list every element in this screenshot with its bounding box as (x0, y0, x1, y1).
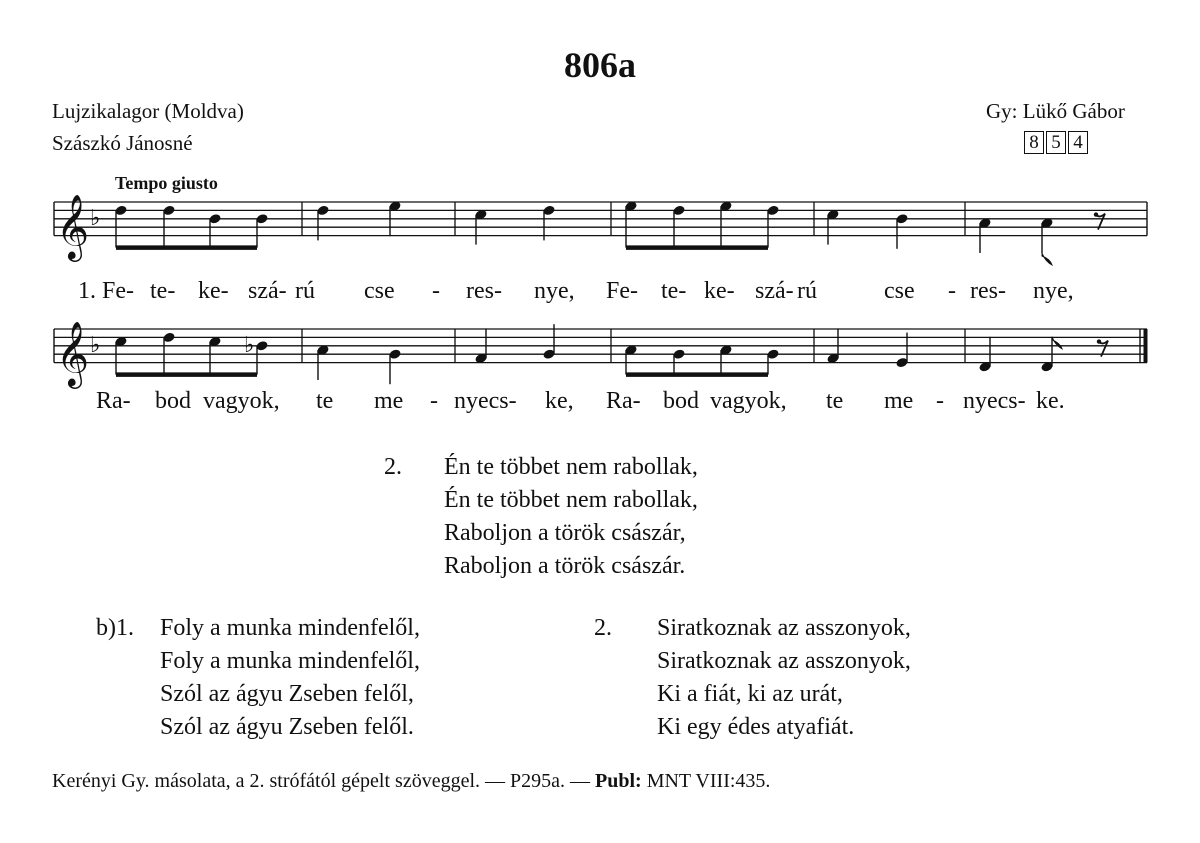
verse-2-text (444, 451, 698, 583)
lyric-syllable: bod (663, 388, 699, 414)
category-box: 8 (1024, 131, 1044, 154)
verse-line: Foly a munka mindenfelől, (160, 615, 420, 641)
category-box: 4 (1068, 131, 1088, 154)
verse-line: Foly a munka mindenfelől, (160, 648, 420, 674)
lyric-syllable: vagyok, (710, 388, 787, 414)
publ-reference: MNT VIII:435. (641, 770, 771, 792)
variant-b-label: b)1. (96, 615, 134, 641)
lyric-syllable: res- (970, 278, 1006, 304)
lyric-syllable: ke, (545, 388, 574, 414)
treble-clef-icon: 𝄞 (56, 194, 90, 260)
lyric-syllable: te- (150, 278, 176, 304)
lyric-syllable: res- (466, 278, 502, 304)
key-flat-icon: ♭ (90, 332, 101, 358)
lyric-syllable: - (432, 278, 440, 304)
staff-2 (54, 322, 1147, 389)
tempo-marking: Tempo giusto (115, 173, 218, 193)
verse-2-number: 2. (384, 454, 402, 480)
lyric-syllable: - (430, 388, 438, 414)
eighth-rest-dot (1094, 212, 1098, 216)
lyric-syllable: te (316, 388, 334, 414)
lyric-syllable: te (826, 388, 844, 414)
lyric-syllable: - (936, 388, 944, 414)
verse-line: Szól az ágyu Zseben felől. (160, 714, 414, 740)
staff-1 (54, 195, 1147, 265)
variant-b-verse-2 (657, 612, 911, 744)
lyric-syllable: rú (295, 278, 315, 304)
lyric-syllable: cse (364, 278, 395, 304)
verse-line: Ki a fiát, ki az urát, (657, 681, 843, 707)
location-label: Lujzikalagor (Moldva) (52, 99, 244, 123)
song-number-title: 806a (564, 45, 636, 85)
lyric-syllable: 1. Fe- (78, 278, 134, 304)
variant-b-verse-2-number: 2. (594, 615, 612, 641)
lyric-syllable: Ra- (96, 388, 131, 414)
note-flag (1052, 337, 1062, 349)
lyric-syllable: szá- (755, 278, 794, 304)
verse-line: Én te többet nem rabollak, (444, 487, 698, 513)
source-footer (52, 770, 770, 793)
treble-clef-icon: 𝄞 (56, 321, 90, 387)
category-box: 5 (1046, 131, 1066, 154)
verse-line: Én te többet nem rabollak, (444, 454, 698, 480)
lyric-syllable: Ra- (606, 388, 641, 414)
verse-line: Ki egy édes atyafiát. (657, 714, 855, 740)
lyric-syllable: me (884, 388, 914, 414)
lyric-syllable: bod (155, 388, 191, 414)
lyric-syllable: ke- (198, 278, 229, 304)
eighth-rest-dot (1097, 339, 1101, 343)
lyric-syllable: cse (884, 278, 915, 304)
publ-label: Publ: (595, 770, 642, 792)
lyric-syllable: ke. (1036, 388, 1065, 414)
lyric-syllable: szá- (248, 278, 287, 304)
key-flat-icon: ♭ (90, 205, 101, 231)
lyric-syllable: nyecs- (454, 388, 517, 414)
verse-line: Siratkoznak az asszonyok, (657, 615, 911, 641)
lyric-syllable: vagyok, (203, 388, 280, 414)
verse-line: Siratkoznak az asszonyok, (657, 648, 911, 674)
source-note: Kerényi Gy. másolata, a 2. strófától gépelt szöveggel. — P295a. — (52, 770, 596, 792)
lyric-syllable: me (374, 388, 404, 414)
verse-line: Raboljon a török császár. (444, 553, 686, 579)
note-flag (1042, 253, 1052, 265)
lyric-syllable: - (948, 278, 956, 304)
variant-b-verse-1 (160, 612, 420, 744)
verse-line: Szól az ágyu Zseben felől, (160, 681, 414, 707)
singer-label: Szászkó Jánosné (52, 131, 193, 155)
lyric-syllable: nye, (1033, 278, 1074, 304)
lyric-syllable: rú (797, 278, 817, 304)
lyric-syllable: nyecs- (963, 388, 1026, 414)
lyric-syllable: te- (661, 278, 687, 304)
lyric-syllable: ke- (704, 278, 735, 304)
lyric-syllable: Fe- (606, 278, 638, 304)
accidental-flat-icon: ♭ (244, 332, 255, 358)
collector-label: Gy: Lükő Gábor (986, 99, 1125, 123)
verse-line: Raboljon a török császár, (444, 520, 686, 546)
lyric-syllable: nye, (534, 278, 575, 304)
